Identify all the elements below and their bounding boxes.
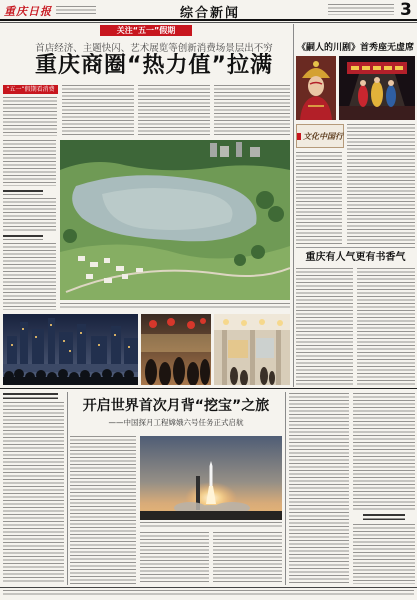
commentary-text	[353, 524, 415, 584]
series-logo-text: 文化中国行	[303, 130, 343, 141]
space-text-col-2	[140, 532, 209, 584]
photo-caption-heading-1	[3, 190, 43, 195]
culture-headline: 《嗣人的川剧》首秀座无虚席	[296, 43, 414, 53]
footer-credits	[3, 590, 414, 597]
page-number: 3	[400, 0, 412, 20]
bottom-divider-right	[285, 392, 286, 585]
aerial-park-photo	[60, 140, 290, 300]
lead-side-text-2	[3, 198, 56, 231]
culture-text-col-2	[347, 124, 415, 245]
lead-subtitle: 首店经济、主题快闪、艺术展览等创新消费场景层出不穷	[35, 43, 273, 54]
lead-side-text-1	[3, 140, 56, 186]
opera-performer-photo	[296, 56, 336, 120]
lead-side-text-3	[3, 243, 56, 310]
section-title: 综合新闻	[179, 6, 240, 21]
street-crowd-photo	[141, 314, 211, 385]
reading-text-col-1	[296, 268, 353, 385]
right-brief-text-col-2	[353, 393, 415, 511]
right-brief-text-col-1	[289, 393, 349, 584]
reading-story-rule	[296, 247, 415, 248]
culture-text-col-1	[296, 152, 342, 245]
section-rule	[0, 388, 417, 389]
space-headline: 开启世界首次月背“挖宝”之旅	[82, 398, 270, 414]
bottom-divider-left	[67, 392, 68, 585]
left-brief-heading	[3, 393, 58, 399]
masthead-date-lines	[328, 4, 394, 15]
topic-banner: 关注“五一”假期	[100, 25, 192, 36]
lead-headline: 重庆商圈“热力值”拉满	[35, 53, 273, 78]
series-logo-seal	[297, 133, 301, 140]
shopping-mall-photo	[214, 314, 290, 385]
footer-rule	[0, 587, 417, 588]
series-logo	[296, 124, 344, 148]
reading-headline: 重庆有人气更有书香气	[305, 252, 406, 263]
lead-text-col-4	[214, 85, 290, 136]
night-skyline-photo	[3, 314, 138, 385]
lead-text-col-1	[3, 97, 57, 136]
rocket-photo-caption	[140, 522, 282, 529]
masthead-rule-thin	[0, 22, 417, 23]
commentary-heading	[363, 514, 405, 520]
lead-text-col-2	[62, 85, 134, 136]
photo-caption-heading-2	[3, 235, 43, 240]
reading-text-col-2	[357, 268, 415, 385]
masthead-logo: 重庆日报	[4, 5, 52, 18]
rocket-launch-photo	[140, 436, 282, 520]
lead-text-col-3	[138, 85, 210, 136]
aerial-photo-caption	[60, 303, 290, 310]
column-divider-right	[293, 24, 294, 387]
space-subtitle: ——中国探月工程嫦娥六号任务正式启航	[108, 418, 244, 427]
column-tag: “五一”假期看消费	[3, 85, 58, 94]
masthead-rule-thick	[0, 19, 417, 21]
left-brief-text	[3, 402, 64, 584]
space-text-col-1	[70, 436, 136, 584]
opera-stage-photo	[339, 56, 415, 120]
space-text-col-3	[213, 532, 282, 584]
masthead-info-lines	[56, 6, 96, 14]
